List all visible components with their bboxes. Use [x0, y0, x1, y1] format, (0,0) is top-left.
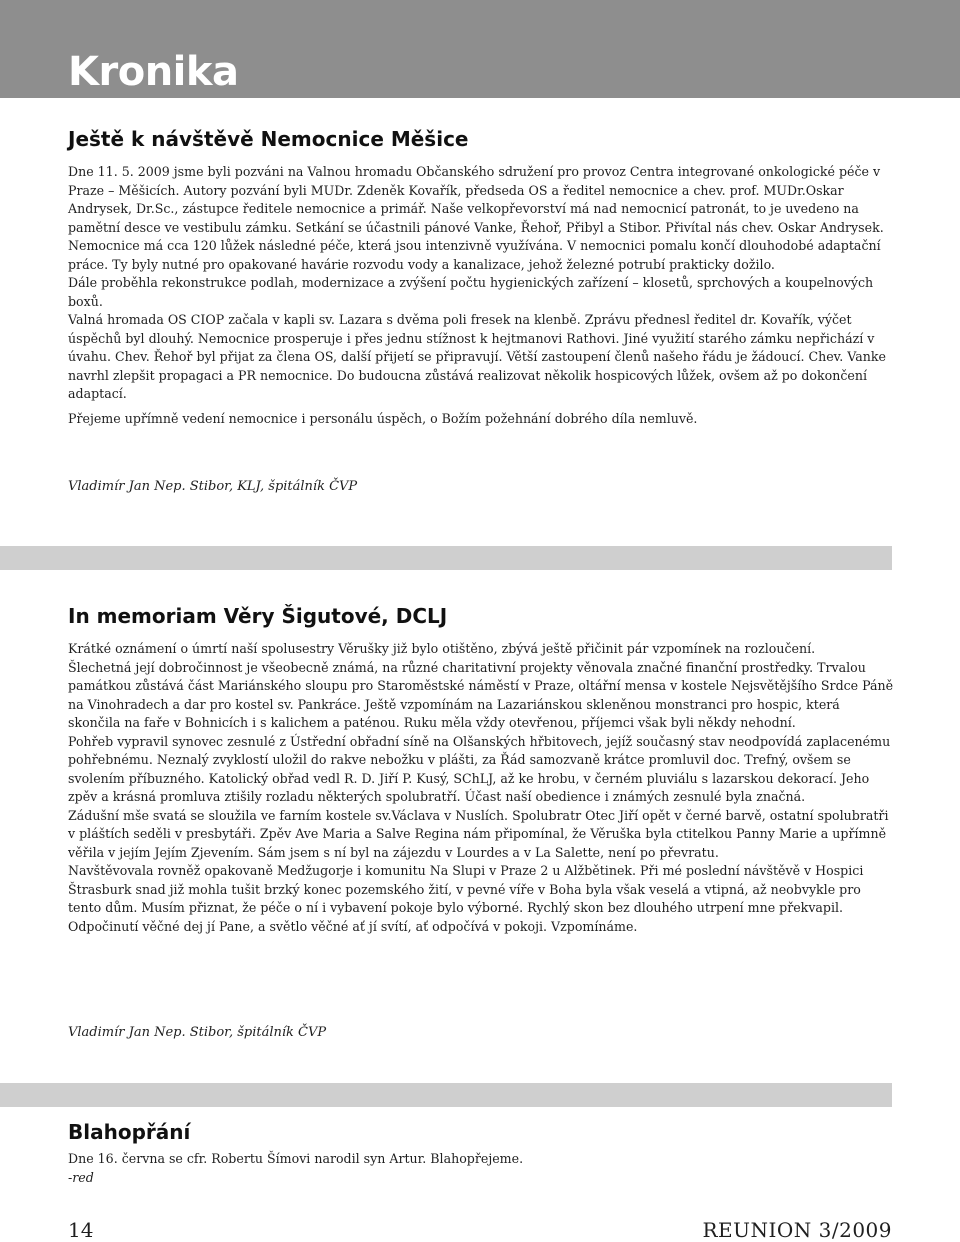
paragraph: Přejeme upřímně vedení nemocnice i personálu úspěch, o Božím požehnání dobrého díla nemluvě. [68, 410, 698, 426]
paragraph: Nemocnice má cca 120 lůžek následné péče, která jsou intenzivně využívána. V nemocnici pomalu končí dlouhodobé adaptační práce. Ty byly nutné pro opakované havárie rozvodu vody a kanalizace, jehož železné potrubí prakticky dožilo. [68, 238, 881, 272]
signature: Vladimír Jan Nep. Stibor, KLJ, špitálník ČVP [68, 479, 358, 494]
article-body-nemocnice [68, 163, 894, 428]
paragraph: Odpočinutí věčné dej jí Pane, a světlo věčné ať jí svítí, ať odpočívá v pokoji. Vzpomínáme. [68, 918, 638, 934]
page-title: Kronika [68, 48, 239, 95]
paragraph: Dále proběhla rekonstrukce podlah, modernizace a zvýšení počtu hygienických zařízení – klosetů, sprchových a koupelnových boxů. [68, 275, 874, 309]
paragraph: Krátké oznámení o úmrtí naší spolusestry Věrušky již bylo otištěno, zbývá ještě přičinit pár vzpomínek na rozloučení. [68, 641, 816, 656]
article-title-memoriam: In memoriam Věry Šigutové, DCLJ [68, 604, 448, 628]
article-title-nemocnice: Ještě k návštěvě Nemocnice Měšice [68, 127, 469, 151]
signature: -red [68, 1169, 94, 1185]
page-number: 14 [68, 1218, 94, 1242]
paragraph: Navštěvovala rovněž opakovaně Medžugorje i komunitu Na Slupi v Praze 2 u Alžbětinek. Při mé poslední návštěvě v Hospici Štrasburk snad již mohla tušit brzký konec pozemského žití, v pevné víře v Boha byla však veselá a vtipná, až neobvykle pro tento dům. Musím přiznat, že péče o ní i vybavení pokoje bylo výborné. Rychlý skon bez dlouhého utrpení mne překvapil. [68, 863, 864, 915]
article-body-memoriam [68, 640, 894, 936]
article-body-blahoprani [68, 1150, 894, 1187]
paragraph: Valná hromada OS CIOP začala v kapli sv. Lazara s dvěma poli fresek na klenbě. Zprávu přednesl ředitel dr. Kovařík, výčet úspěchů byl dlouhý. Nemocnice prosperuje i přes jednu stížnost k hejtmanovi Rathovi. Jiné využití starého zámku nepřichází v úvahu. Chev. Řehoř byl přijat za člena OS, další přijetí se připravují. Větší zastoupení členů našeho řádu je žádoucí. Chev. Vanke navrhl zlepšit propagaci a PR nemocnice. Do budoucna zůstává realizovat několik hospicových lůžek, ovšem až po dokončení adaptací. [68, 312, 886, 401]
section-divider [0, 546, 892, 570]
paragraph: Dne 11. 5. 2009 jsme byli pozváni na Valnou hromadu Občanského sdružení pro provoz Centra integrované onkologické péče v Praze – Měšicích. Autory pozvání byli MUDr. Zdeněk Kovařík, předseda OS a ředitel nemocnice a chev. prof. MUDr.Oskar Andrysek, Dr.Sc., zástupce ředitele nemocnice a primář. Naše velkopřevorství má nad nemocnicí patronát, to je uvedeno na pamětní desce ve vestibulu zámku. Setkání se účastnili pánové Vanke, Řehoř, Přibyl a Stibor. Přivítal nás chev. Oskar Andrysek. [68, 164, 884, 235]
article-title-blahoprani: Blahopřání [68, 1120, 191, 1144]
paragraph: Dne 16. června se cfr. Robertu Šímovi narodil syn Artur. Blahopřejeme. [68, 1151, 524, 1166]
paragraph: Šlechetná její dobročinnost je všeobecně známá, na různé charitativní projekty věnovala značné finanční prostředky. Trvalou památkou zůstává část Mariánského sloupu pro Staroměstské náměstí v Praze, oltářní mensa v kostele Nejsvětějšího Srdce Páně na Vinohradech a dar pro kostel sv. Pankráce. Ještě vzpomínám na Lazariánskou skleněnou monstranci pro hospic, která skončila na faře v Bohnicích i s kalichem a paténou. Ruku měla vždy otevřenou, příjemci však byli někdy nehodní. [68, 659, 894, 730]
header-bar [0, 0, 960, 98]
paragraph: Zádušní mše svatá se sloužila ve farním kostele sv.Václava v Nuslích. Spolubratr Otec Jiří opět v černé barvě, ostatní spolubratři v pláštích seděli v presbytáři. Zpěv Ave Maria a Salve Regina nám připomínal, že Věruška byla ctitelkou Panny Marie a upřímně věřila v jejím Jejím Zjevením. Sám jsem s ní byl na zájezdu v Lourdes a v La Salette, není po převratu. [68, 807, 889, 860]
signature: Vladimír Jan Nep. Stibor, špitálník ČVP [68, 1025, 327, 1040]
publication-name: REUNION 3/2009 [702, 1218, 892, 1242]
section-divider [0, 1083, 892, 1107]
paragraph: Pohřeb vypravil synovec zesnulé z Ústřední obřadní síně na Olšanských hřbitovech, jejíž současný stav neodpovídá zaplacenému pohřebnému. Neznalý zvyklostí uložil do rakve nebožku v plášti, za Řád samozvaně krátce promluvil doc. Trefný, ovšem se svolením příbuzného. Katolický obřad vedl R. D. Jiří P. Kusý, SChLJ, až ke hrobu, v černém pluviálu s lazarskou dekorací. Jeho zpěv a krásná promluva ztišily rozladu některých spolubratří. Účast naší obedience i známých zesnulé byla značná. [68, 733, 891, 804]
